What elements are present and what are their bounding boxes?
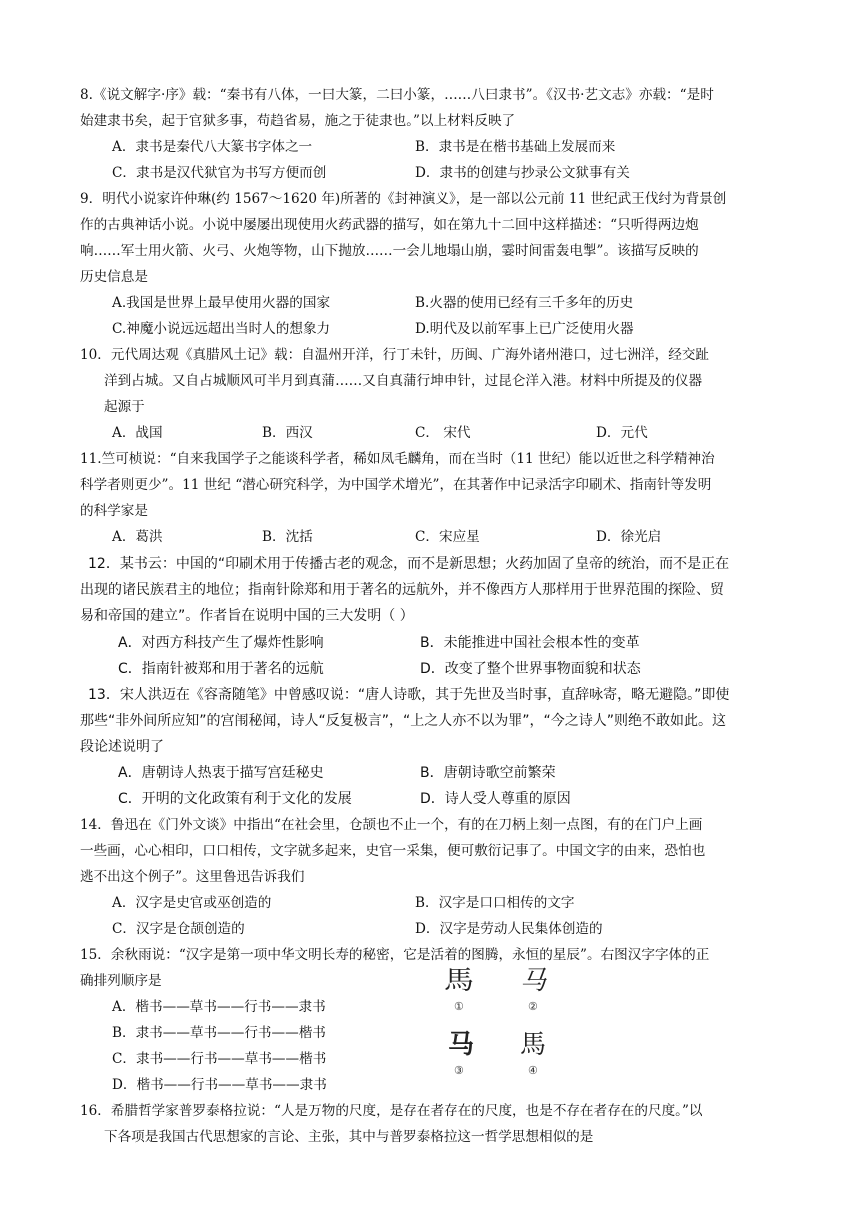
q9-option-d: D.明代及以前军事上已广泛使用火器	[415, 321, 634, 337]
q8-option-c: C．隶书是汉代狱官为书写方便而创	[112, 165, 327, 181]
q13-option-d: D．诗人受人尊重的原因	[420, 791, 571, 807]
question-11-line-3: 的科学家是	[80, 503, 148, 519]
question-15-line-1: 15．余秋雨说：“汉字是第一项中华文明长寿的秘密，它是活着的图腾，永恒的星辰”。右图汉字字体的正	[80, 947, 710, 963]
q8-option-d: D．隶书的创建与抄录公文狱事有关	[415, 165, 630, 181]
question-10-line-2: 洋到占城。又自占城顺风可半月到真蒲……又自真蒲行坤申针，过昆仑洋入港。材料中所提及的仪器	[104, 373, 703, 389]
q9-option-a: A.我国是世界上最早使用火器的国家	[112, 295, 331, 311]
question-11-line-2: 科学者则更少”。11 世纪 “潜心研究科学，为中国学术增光”，在其著作中记录活字印刷术、指南针等发明	[80, 477, 712, 493]
q11-option-c: C．宋应星	[415, 529, 480, 545]
question-8-line-1: 8.《说文解字·序》载：“秦书有八体，一曰大篆，二曰小篆，……八曰隶书”。《汉书·艺文志》亦载：“是时	[80, 87, 714, 103]
q12-option-b: B．未能推进中国社会根本性的变革	[420, 635, 640, 651]
q10-option-b: B．西汉	[262, 425, 313, 441]
q12-option-d: D．改变了整个世界事物面貌和状态	[420, 661, 641, 677]
question-10-line-3: 起源于	[104, 399, 145, 415]
q11-option-a: A．葛洪	[112, 529, 163, 545]
question-13-line-2: 那些“非外间所应知”的宫闱秘闻，诗人“反复极言”，“上之人亦不以为罪”，“今之诗人”则绝不敢如此。这	[80, 713, 727, 729]
glyph-1: 馬	[444, 966, 474, 996]
q15-option-c: C．隶书——行书——草书——楷书	[112, 1051, 327, 1067]
question-9-line-3: 响……军士用火箭、火弓、火炮等物，山下抛放……一会儿地塌山崩，霎时间雷轰电掣”。该描写反映的	[80, 243, 699, 259]
question-12-line-3: 易和帝国的建立”。作者旨在说明中国的三大发明（ ）	[80, 608, 414, 624]
q14-option-a: A．汉字是史官或巫创造的	[112, 895, 272, 911]
q11-option-b: B．沈括	[262, 529, 313, 545]
q12-option-a: A．对西方科技产生了爆炸性影响	[118, 635, 324, 651]
glyph-2: 马	[520, 966, 547, 996]
q13-option-b: B．唐朝诗歌空前繁荣	[420, 765, 556, 781]
q14-option-d: D．汉字是劳动人民集体创造的	[415, 921, 603, 937]
question-13-line-3: 段论述说明了	[80, 739, 164, 755]
q15-option-d: D．楷书——行书——草书——隶书	[112, 1077, 327, 1093]
question-16-line-2: 下各项是我国古代思想家的言论、主张，其中与普罗泰格拉这一哲学思想相似的是	[104, 1129, 594, 1145]
q10-option-a: A．战国	[112, 425, 163, 441]
question-12-line-2: 出现的诸民族君主的地位；指南针除郑和用于著名的远航外，并不像西方人那样用于世界范围的探险、贸	[80, 582, 724, 598]
question-16-line-1: 16．希腊哲学家普罗泰格拉说：“人是万物的尺度，是存在者存在的尺度，也是不存在者存在的尺度。”以	[80, 1103, 703, 1119]
q11-option-d: D．徐光启	[596, 529, 662, 545]
glyph-label-4: ④	[528, 1064, 538, 1077]
question-12-line-1: 12．某书云：中国的“印刷术用于传播古老的观念，而不是新思想；火药加固了皇帝的统治，而不是正在	[88, 556, 730, 572]
q13-option-c: C．开明的文化政策有利于文化的发展	[118, 791, 352, 807]
glyph-label-2: ②	[528, 1000, 538, 1013]
glyph-label-1: ①	[454, 1000, 464, 1013]
q8-option-a: A．隶书是秦代八大篆书字体之一	[112, 139, 313, 155]
question-14-line-1: 14．鲁迅在《门外文谈》中指出“在社会里，仓颉也不止一个，有的在刀柄上刻一点图，有的在门户上画	[80, 817, 703, 833]
q10-option-d: D．元代	[596, 425, 648, 441]
question-10-line-1: 10．元代周达观《真腊风土记》载：自温州开洋，行丁未针，历闽、广海外诸州港口，过七洲洋，经交趾	[80, 347, 710, 363]
question-9-line-1: 9．明代小说家许仲琳(约 1567～1620 年)所著的《封神演义》，是一部以公元前 11 世纪武王伐纣为背景创	[80, 191, 727, 207]
q15-option-b: B．隶书——草书——行书——楷书	[112, 1025, 326, 1041]
q9-option-b: B.火器的使用已经有三千多年的历史	[415, 295, 634, 311]
q9-option-c: C.神魔小说远远超出当时人的想象力	[112, 321, 331, 337]
q10-option-c: C． 宋代	[415, 425, 471, 441]
q12-option-c: C．指南针被郑和用于著名的远航	[118, 661, 324, 677]
q8-option-b: B．隶书是在楷书基础上发展而来	[415, 139, 616, 155]
glyph-3: 马	[448, 1030, 475, 1060]
glyph-4: 馬	[520, 1030, 547, 1060]
question-9-line-2: 作的古典神话小说。小说中屡屡出现使用火药武器的描写，如在第九十二回中这样描述：“只听得两边炮	[80, 217, 699, 233]
q13-option-a: A．唐朝诗人热衷于描写宫廷秘史	[118, 765, 324, 781]
q14-option-b: B．汉字是口口相传的文字	[415, 895, 575, 911]
q15-option-a: A．楷书——草书——行书——隶书	[112, 999, 326, 1015]
question-8-line-2: 始建隶书矣，起于官狱多事，苟趋省易，施之于徒隶也。”以上材料反映了	[80, 113, 516, 129]
question-14-line-2: 一些画，心心相印，口口相传，文字就多起来，史官一采集，便可敷衍记事了。中国文字的由来，恐怕也	[80, 843, 706, 859]
question-9-line-4: 历史信息是	[80, 269, 148, 285]
glyph-label-3: ③	[454, 1064, 464, 1077]
question-14-line-3: 逃不出这个例子”。这里鲁迅告诉我们	[80, 869, 305, 885]
question-13-line-1: 13．宋人洪迈在《容斋随笔》中曾感叹说：“唐人诗歌，其于先世及当时事，直辞咏寄，略无避隐。”即使	[88, 687, 730, 703]
q14-option-c: C．汉字是仓颉创造的	[112, 921, 245, 937]
calligraphy-figure	[440, 960, 570, 1080]
question-15-line-2: 确排列顺序是	[80, 973, 162, 989]
question-11-line-1: 11.竺可桢说：“自来我国学子之能谈科学者，稀如凤毛麟角，而在当时（11 世纪）能以近世之科学精神治	[80, 451, 715, 467]
